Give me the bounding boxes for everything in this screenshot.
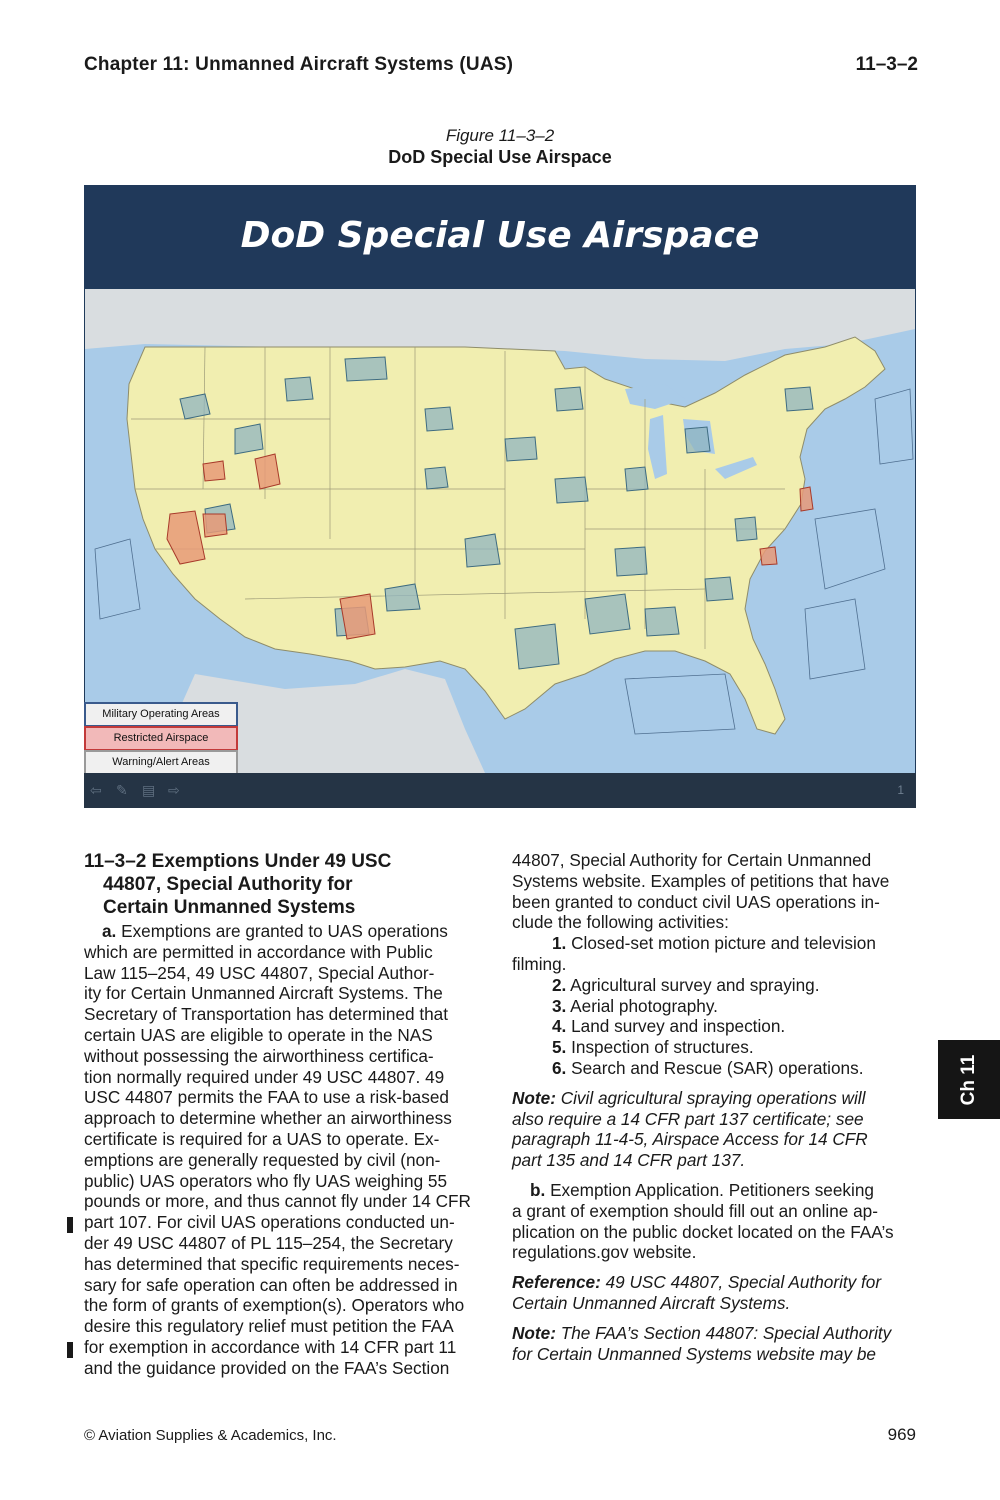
figure-slide [84, 185, 916, 808]
list-item: 6. Search and Rescue (SAR) operations. [552, 1057, 864, 1078]
running-head [84, 54, 918, 80]
change-bar [67, 1342, 73, 1358]
change-bar [67, 1217, 73, 1233]
note-1: Note: Civil agricultural spraying operations will also require a 14 CFR part 137 certificate; see paragraph 11-4-5, Airspace Access for 14 CFR part 135 and 14 CFR part 137. [512, 1087, 868, 1171]
para-a-line: der 49 USC 44807 of PL 115–254, the Secretary [84, 1232, 453, 1253]
note-2-label: Note: [512, 1322, 556, 1343]
legend-restricted-label: Restricted Airspace [113, 732, 209, 744]
section-heading-line-2: 44807, Special Authority for [103, 874, 353, 895]
para-a-line: tion normally required under 49 USC 44807. 49 [84, 1066, 445, 1087]
para-a-line: approach to determine whether an airworthiness [84, 1108, 452, 1129]
list-item: 2. Agricultural survey and spraying. [552, 974, 820, 995]
para-a-line: emptions are generally requested by civil (non- [84, 1149, 441, 1170]
continuation-line: clude the following activities: [512, 912, 729, 933]
forward-arrow-icon[interactable]: ⇨ [168, 782, 180, 798]
list-item: 3. Aerial photography. [552, 995, 718, 1016]
para-b: b. Exemption Application. Petitioners seeking a grant of exemption should fill out an online ap- plication on the public docket located on the FAA’s regulations.gov website. [512, 1179, 894, 1263]
para-a-line: the form of grants of exemption(s). Operators who [84, 1295, 465, 1316]
pen-icon[interactable]: ✎ [116, 782, 128, 798]
reference-label: Reference: [512, 1272, 601, 1293]
left-column [84, 850, 489, 1379]
continuation-line: Systems website. Examples of petitions that have [512, 870, 890, 891]
activities-list [512, 933, 918, 1079]
reference: Reference: 49 USC 44807, Special Authority for Certain Unmanned Aircraft Systems. [512, 1272, 882, 1313]
section-heading-line-1: Exemptions Under 49 USC [151, 851, 392, 872]
para-a-line: without possessing the airworthiness certifica- [84, 1045, 434, 1066]
figure-title: DoD Special Use Airspace [388, 147, 612, 167]
para-b-label: b. [530, 1179, 546, 1200]
figure-label: Figure 11–3–2 [445, 126, 555, 145]
us-airspace-map [85, 289, 915, 773]
chapter-tab [938, 1040, 1000, 1119]
page-number: 969 [887, 1425, 916, 1444]
para-a-line: certificate is required for a UAS to operate. Ex- [84, 1128, 440, 1149]
para-a-line: sary for safe operation can often be addressed in [84, 1274, 458, 1295]
slides-icon[interactable]: ▤ [142, 782, 156, 798]
chapter-title: Chapter 11: Unmanned Aircraft Systems (UAS) [84, 54, 514, 75]
legend-moa-label: Military Operating Areas [102, 708, 220, 720]
slide-title: DoD Special Use Airspace [240, 215, 760, 256]
para-a-label: a. [102, 921, 117, 941]
chapter-tab-label: Ch 11 [958, 1054, 979, 1105]
list-item-continuation: filming. [512, 953, 567, 974]
para-a-line: Secretary of Transportation has determined that [84, 1004, 448, 1025]
para-a-line: pounds or more, and thus cannot fly under 14 CFR [84, 1191, 471, 1212]
para-a-continuation [512, 850, 918, 933]
section-number: 11–3–2 [855, 54, 918, 75]
note-1-label: Note: [512, 1087, 556, 1108]
para-a-line: part 107. For civil UAS operations conducted un- [84, 1212, 455, 1233]
para-a-first-line [84, 921, 489, 942]
legend-restricted [84, 726, 238, 751]
right-column [512, 850, 918, 1364]
list-item: 5. Inspection of structures. [552, 1037, 754, 1058]
note-2: Note: The FAA’s Section 44807: Special Authority for Certain Unmanned Systems website may be [512, 1322, 892, 1364]
para-a-line: which are permitted in accordance with Public [84, 941, 433, 962]
para-a-line: for exemption in accordance with 14 CFR part 11 [84, 1336, 457, 1357]
list-item: 1. Closed-set motion picture and television [552, 933, 876, 954]
slide-number: 1 [897, 783, 904, 797]
para-a-line: certain UAS are eligible to operate in the NAS [84, 1024, 433, 1045]
para-a-line: has determined that specific requirements neces- [84, 1253, 460, 1274]
para-a-line: ity for Certain Unmanned Aircraft Systems. The [84, 983, 443, 1004]
para-a-body [84, 942, 489, 1379]
para-a-line: and the guidance provided on the FAA’s Section [84, 1357, 450, 1378]
slide-banner [84, 185, 916, 288]
para-a-line: Law 115–254, 49 USC 44807, Special Author- [84, 962, 435, 983]
section-heading [84, 850, 489, 919]
para-a-line: public) UAS operators who fly UAS weighing 55 [84, 1170, 448, 1191]
section-heading-line-3: Certain Unmanned Systems [103, 897, 356, 918]
para-a-line: USC 44807 permits the FAA to use a risk-based [84, 1087, 449, 1108]
para-a-first-text: Exemptions are granted to UAS operations [121, 921, 448, 941]
back-arrow-icon[interactable]: ⇦ [90, 782, 102, 798]
continuation-line: 44807, Special Authority for Certain Unmanned [512, 850, 872, 870]
list-item: 4. Land survey and inspection. [552, 1016, 786, 1037]
copyright: © Aviation Supplies & Academics, Inc. [84, 1427, 337, 1444]
legend-warning-label: Warning/Alert Areas [112, 756, 210, 768]
para-a-line: desire this regulatory relief must petition the FAA [84, 1316, 454, 1337]
legend-moa [84, 702, 238, 727]
legend-warning [84, 750, 238, 775]
section-heading-number: 11–3–2 [84, 851, 147, 872]
continuation-line: been granted to conduct civil UAS operations in- [512, 891, 880, 912]
slide-toolbar [84, 773, 916, 808]
